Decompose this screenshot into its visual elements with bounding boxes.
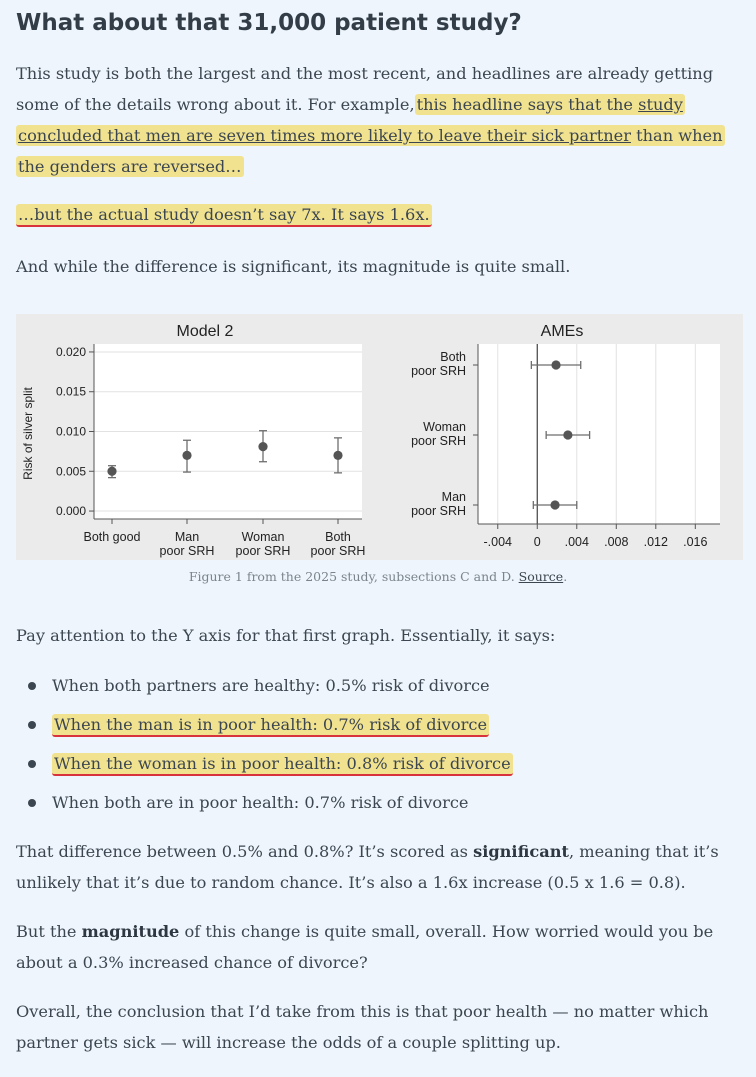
x-tick-label: poor SRH <box>159 544 215 558</box>
list-item-text-highlighted: When the woman is in poor health: 0.8% risk of divorce <box>52 753 513 776</box>
list-item-text-highlighted: When the man is in poor health: 0.7% risk of divorce <box>52 714 489 737</box>
right-panel-title: AMEs <box>540 323 584 340</box>
bullet-dot-icon <box>28 799 36 807</box>
list-item <box>16 748 716 787</box>
y-axis-note: Pay attention to the Y axis for that first graph. Essentially, it says: <box>16 626 556 645</box>
y-tick-label: poor SRH <box>411 504 466 518</box>
y-tick-label: 0.015 <box>55 384 86 399</box>
y-tick-label: Both <box>440 350 466 364</box>
bullet-dot-icon <box>28 721 36 729</box>
intro-text: This study is both the largest and the most recent, and headlines are already getting some of the details wrong about it. For example, <box>16 64 714 114</box>
y-tick-label: Man <box>441 490 466 504</box>
y-tick-label: Woman <box>423 420 466 434</box>
risk-list <box>16 670 716 826</box>
mag-post: of this change is quite small, overall. How worried would you be about a 0.3% increased chance of divorce? <box>16 922 714 972</box>
bullet-dot-icon <box>28 682 36 690</box>
data-point <box>333 451 342 460</box>
correction-highlight: …but the actual study doesn’t say 7x. It says 1.6x. <box>16 204 432 227</box>
section-heading: What about that 31,000 patient study? <box>16 10 522 36</box>
y-tick-label: 0.010 <box>55 424 86 439</box>
y-tick-label: 0.020 <box>55 344 86 359</box>
plot-area <box>478 344 720 524</box>
list-item <box>16 787 716 826</box>
x-tick-label: Man <box>174 530 200 544</box>
caption-text: Figure 1 from the 2025 study, subsections C and D. <box>188 569 515 584</box>
correction-paragraph <box>16 199 740 230</box>
figure-svg <box>16 314 743 560</box>
study-figure <box>16 314 743 560</box>
x-tick-label: .012 <box>643 535 668 549</box>
mag-bold: magnitude <box>81 922 180 941</box>
significance-paragraph <box>16 836 740 898</box>
x-tick-label: Both good <box>83 530 141 544</box>
y-tick-label: poor SRH <box>411 434 466 448</box>
y-tick-label: 0.000 <box>55 504 86 519</box>
mag-pre: But the <box>16 922 77 941</box>
highlight-text-b: than when the genders are reversed… <box>18 126 723 176</box>
data-point <box>107 467 116 476</box>
intro-paragraph <box>16 58 740 182</box>
x-tick-label: .016 <box>683 535 708 549</box>
data-point <box>551 360 560 369</box>
magnitude-question <box>16 916 740 978</box>
x-tick-label: Woman <box>241 530 285 544</box>
highlight-text-a: this headline says that the <box>416 95 633 114</box>
x-tick-label: -.004 <box>483 535 513 549</box>
sig-bold: significant <box>473 842 569 861</box>
x-tick-label: poor SRH <box>310 544 366 558</box>
left-panel-title: Model 2 <box>176 323 234 340</box>
x-tick-label: 0 <box>533 535 541 549</box>
left-chart <box>21 344 365 558</box>
x-tick-label: .004 <box>564 535 589 549</box>
conclusion-paragraph: Overall, the conclusion that I’d take from this is that poor health — no matter which partner gets sick — will increase the odds of a couple splitting up. <box>16 1002 709 1052</box>
bullet-dot-icon <box>28 760 36 768</box>
x-tick-label: Both <box>325 530 351 544</box>
magnitude-note: And while the difference is significant, its magnitude is quite small. <box>16 257 571 276</box>
headline-link[interactable]: study concluded that men are seven times more likely to leave their sick partner <box>18 95 683 145</box>
right-chart <box>411 344 720 549</box>
sig-pre: That difference between 0.5% and 0.8%? It’s scored as <box>16 842 468 861</box>
data-point <box>550 500 559 509</box>
list-item <box>16 670 716 709</box>
figure-caption: Figure 1 from the 2025 study, subsections C and D. Source. <box>188 569 568 584</box>
y-axis-label: Risk of silver split <box>21 387 35 480</box>
y-tick-label: 0.005 <box>55 464 86 479</box>
list-item-text: When both are in poor health: 0.7% risk of divorce <box>52 793 469 812</box>
source-link[interactable]: Source <box>518 569 564 584</box>
y-tick-label: poor SRH <box>411 364 466 378</box>
list-item <box>16 709 716 748</box>
sig-post: , meaning that it’s unlikely that it’s due to random chance. It’s also a 1.6x increase (0.5 x 1.6 = 0.8). <box>16 842 719 892</box>
x-tick-label: poor SRH <box>235 544 291 558</box>
list-item-text: When both partners are healthy: 0.5% risk of divorce <box>52 676 490 695</box>
data-point <box>258 442 267 451</box>
data-point <box>563 430 572 439</box>
x-tick-label: .008 <box>604 535 629 549</box>
data-point <box>182 451 191 460</box>
